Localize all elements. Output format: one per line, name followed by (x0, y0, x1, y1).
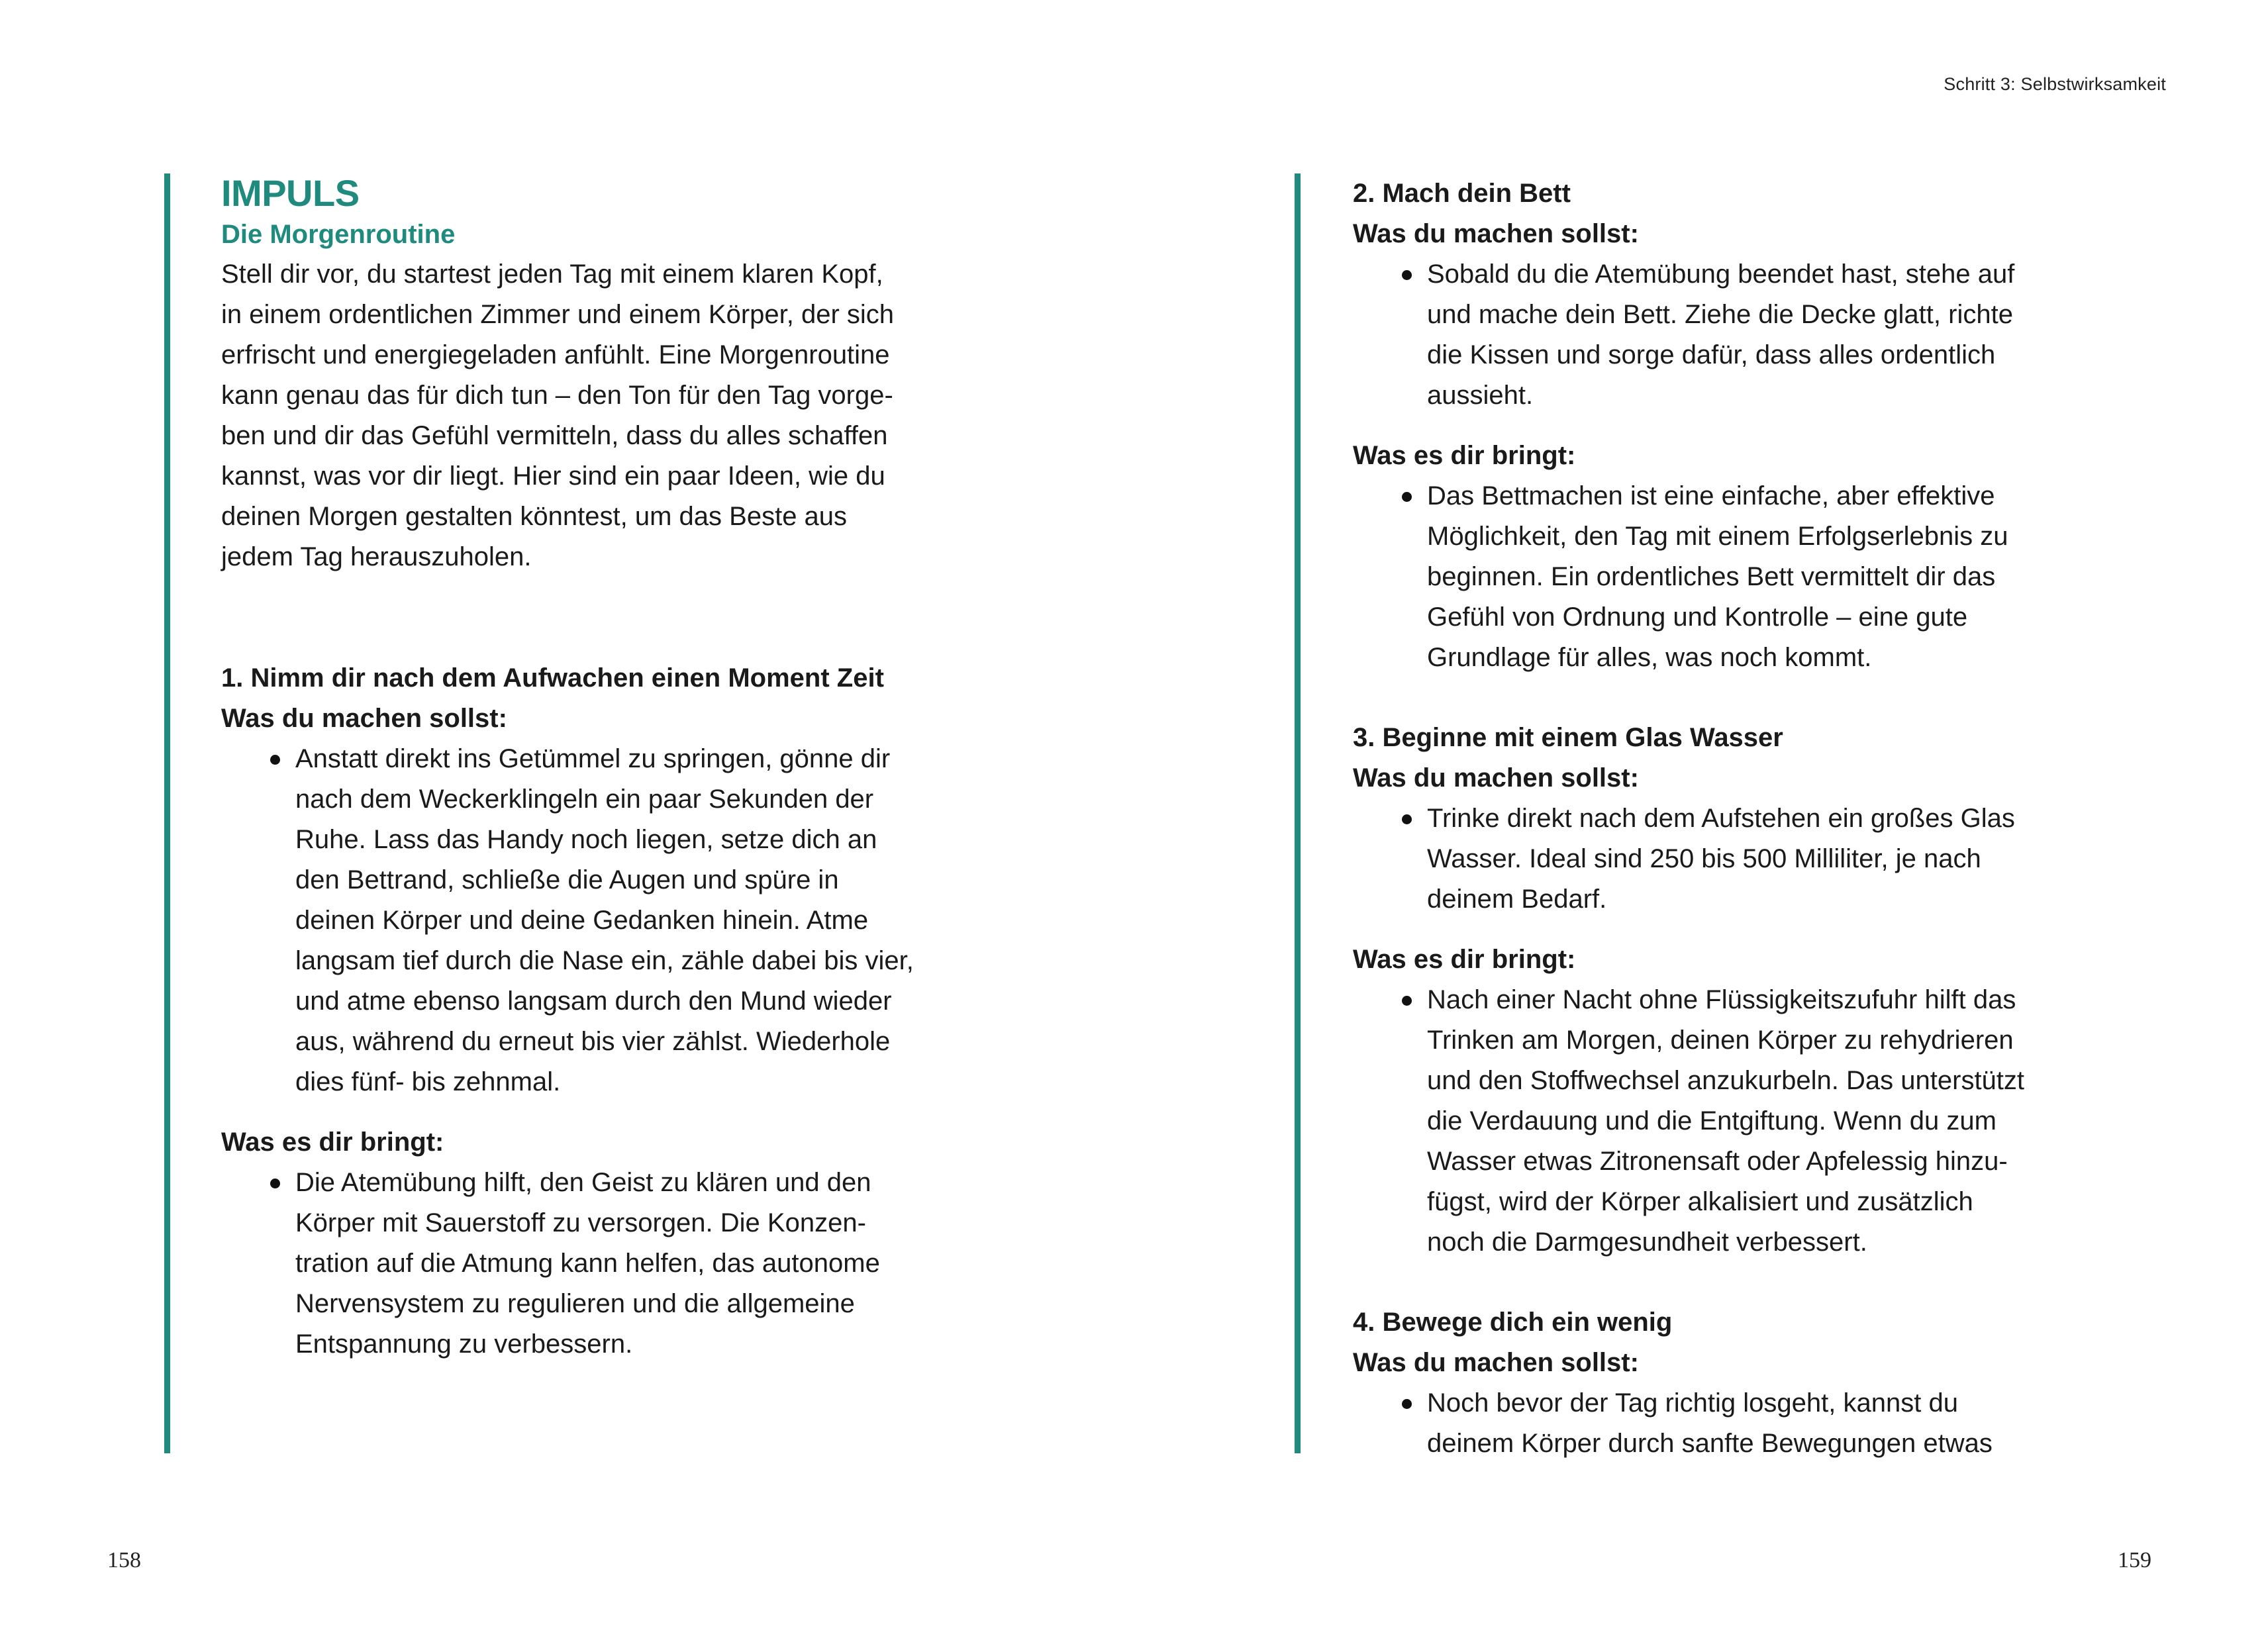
bullet-dot-icon (1402, 1399, 1412, 1409)
bullet-line: und mache dein Bett. Ziehe die Decke glatt, richte (1427, 300, 2013, 329)
intro-line: erfrischt und energiegeladen anfühlt. Eine Morgenroutine (221, 340, 890, 369)
bullet-line: und atme ebenso langsam durch den Mund wieder (295, 987, 892, 1016)
bullet-dot-icon (270, 1179, 280, 1188)
do-label: Was du machen sollst: (1353, 763, 1639, 793)
bullet-line: Ruhe. Lass das Handy noch liegen, setze dich an (295, 825, 877, 854)
bullet-line: deinem Körper durch sanfte Bewegungen etwas (1427, 1429, 1993, 1458)
step-title: 4. Bewege dich ein wenig (1353, 1308, 1673, 1337)
step-1 (221, 658, 975, 1365)
bullet-line: Gefühl von Ordnung und Kontrolle – eine gute (1427, 603, 1968, 632)
benefit-label: Was es dir bringt: (1353, 441, 1576, 470)
benefit-bullet (1353, 980, 2139, 1263)
bullet-line: dies fünf- bis zehnmal. (295, 1067, 561, 1096)
bullet-line: Noch bevor der Tag richtig losgeht, kannst du (1427, 1388, 1958, 1418)
do-label: Was du machen sollst: (221, 704, 507, 733)
bullet-line: Das Bettmachen ist eine einfache, aber effektive (1427, 481, 1995, 510)
bullet-line: Die Atemübung hilft, den Geist zu klären und den (295, 1168, 871, 1197)
bullet-line: die Verdauung und die Entgiftung. Wenn du zum (1427, 1106, 1997, 1135)
bullet-line: aussieht. (1427, 381, 1534, 410)
bullet-line: beginnen. Ein ordentliches Bett vermittelt dir das (1427, 562, 1996, 591)
bullet-dot-icon (1402, 270, 1412, 280)
intro-line: Stell dir vor, du startest jeden Tag mit einem klaren Kopf, (221, 260, 883, 289)
bullet-line: Möglichkeit, den Tag mit einem Erfolgserlebnis zu (1427, 522, 2008, 551)
intro-line: jedem Tag herauszuholen. (221, 542, 532, 571)
bullet-line: Entspannung zu verbessern. (295, 1329, 633, 1359)
right-page-column (1295, 173, 2139, 1458)
bullet-line: Sobald du die Atemübung beendet hast, stehe auf (1427, 260, 2015, 289)
bullet-dot-icon (1402, 492, 1412, 502)
bullet-line: Anstatt direkt ins Getümmel zu springen, gönne dir (295, 744, 891, 773)
bullet-line: tration auf die Atmung kann helfen, das autonome (295, 1249, 880, 1278)
step-title: 3. Beginne mit einem Glas Wasser (1353, 723, 1783, 752)
benefit-label: Was es dir bringt: (1353, 945, 1576, 974)
do-bullet (1353, 254, 2139, 416)
page-number-left: 158 (107, 1548, 141, 1572)
do-label: Was du machen sollst: (1353, 1348, 1639, 1377)
bullet-line: die Kissen und sorge dafür, dass alles ordentlich (1427, 340, 1996, 369)
impuls-heading: IMPULS (221, 172, 360, 214)
do-bullet (1353, 1383, 2139, 1464)
benefit-label: Was es dir bringt: (221, 1128, 444, 1157)
left-page-column (164, 173, 975, 1453)
intro-line: deinen Morgen gestalten könntest, um das Beste aus (221, 502, 848, 531)
bullet-line: den Bettrand, schließe die Augen und spüre in (295, 865, 839, 894)
impuls-subtitle: Die Morgenroutine (221, 220, 456, 249)
bullet-line: Wasser. Ideal sind 250 bis 500 Milliliter, je nach (1427, 844, 1981, 873)
do-bullet (221, 739, 975, 1102)
bullet-line: deinem Bedarf. (1427, 885, 1607, 914)
intro-line: kannst, was vor dir liegt. Hier sind ein paar Ideen, wie du (221, 461, 885, 491)
step-title: 2. Mach dein Bett (1353, 179, 1571, 208)
bullet-line: nach dem Weckerklingeln ein paar Sekunden der (295, 785, 874, 814)
bullet-line: noch die Darmgesundheit verbessert. (1427, 1228, 1867, 1257)
bullet-line: aus, während du erneut bis vier zählst. Wiederhole (295, 1027, 891, 1056)
bullet-line: Trinke direkt nach dem Aufstehen ein großes Glas (1427, 804, 2015, 833)
bullet-line: Trinken am Morgen, deinen Körper zu rehydrieren (1427, 1026, 2014, 1055)
benefit-bullet (1353, 476, 2139, 678)
bullet-dot-icon (1402, 996, 1412, 1006)
bullet-dot-icon (1402, 814, 1412, 824)
bullet-line: und den Stoffwechsel anzukurbeln. Das unterstützt (1427, 1066, 2025, 1095)
intro-line: ben und dir das Gefühl vermitteln, dass du alles schaffen (221, 421, 888, 450)
bullet-line: Körper mit Sauerstoff zu versorgen. Die Konzen- (295, 1208, 866, 1237)
bullet-line: langsam tief durch die Nase ein, zähle dabei bis vier, (295, 946, 914, 975)
bullet-line: Nervensystem zu regulieren und die allgemeine (295, 1289, 855, 1318)
intro-paragraph (221, 254, 963, 577)
step-4 (1353, 1302, 2139, 1464)
do-label: Was du machen sollst: (1353, 219, 1639, 248)
page-number-right: 159 (2118, 1548, 2151, 1572)
step-3 (1353, 718, 2139, 1263)
step-2 (1353, 173, 2139, 678)
bullet-line: fügst, wird der Körper alkalisiert und zusätzlich (1427, 1187, 1973, 1216)
bullet-line: Nach einer Nacht ohne Flüssigkeitszufuhr hilft das (1427, 985, 2016, 1014)
step-title: 1. Nimm dir nach dem Aufwachen einen Moment Zeit (221, 663, 884, 693)
bullet-line: Wasser etwas Zitronensaft oder Apfelessig hinzu- (1427, 1147, 2008, 1176)
running-head: Schritt 3: Selbstwirksamkeit (1944, 74, 2166, 94)
intro-line: in einem ordentlichen Zimmer und einem Körper, der sich (221, 300, 895, 329)
benefit-bullet (221, 1163, 975, 1365)
bullet-dot-icon (270, 755, 280, 765)
bullet-line: Grundlage für alles, was noch kommt. (1427, 643, 1872, 672)
do-bullet (1353, 798, 2139, 920)
intro-line: kann genau das für dich tun – den Ton für den Tag vorge- (221, 381, 893, 410)
bullet-line: deinen Körper und deine Gedanken hinein. Atme (295, 906, 869, 935)
